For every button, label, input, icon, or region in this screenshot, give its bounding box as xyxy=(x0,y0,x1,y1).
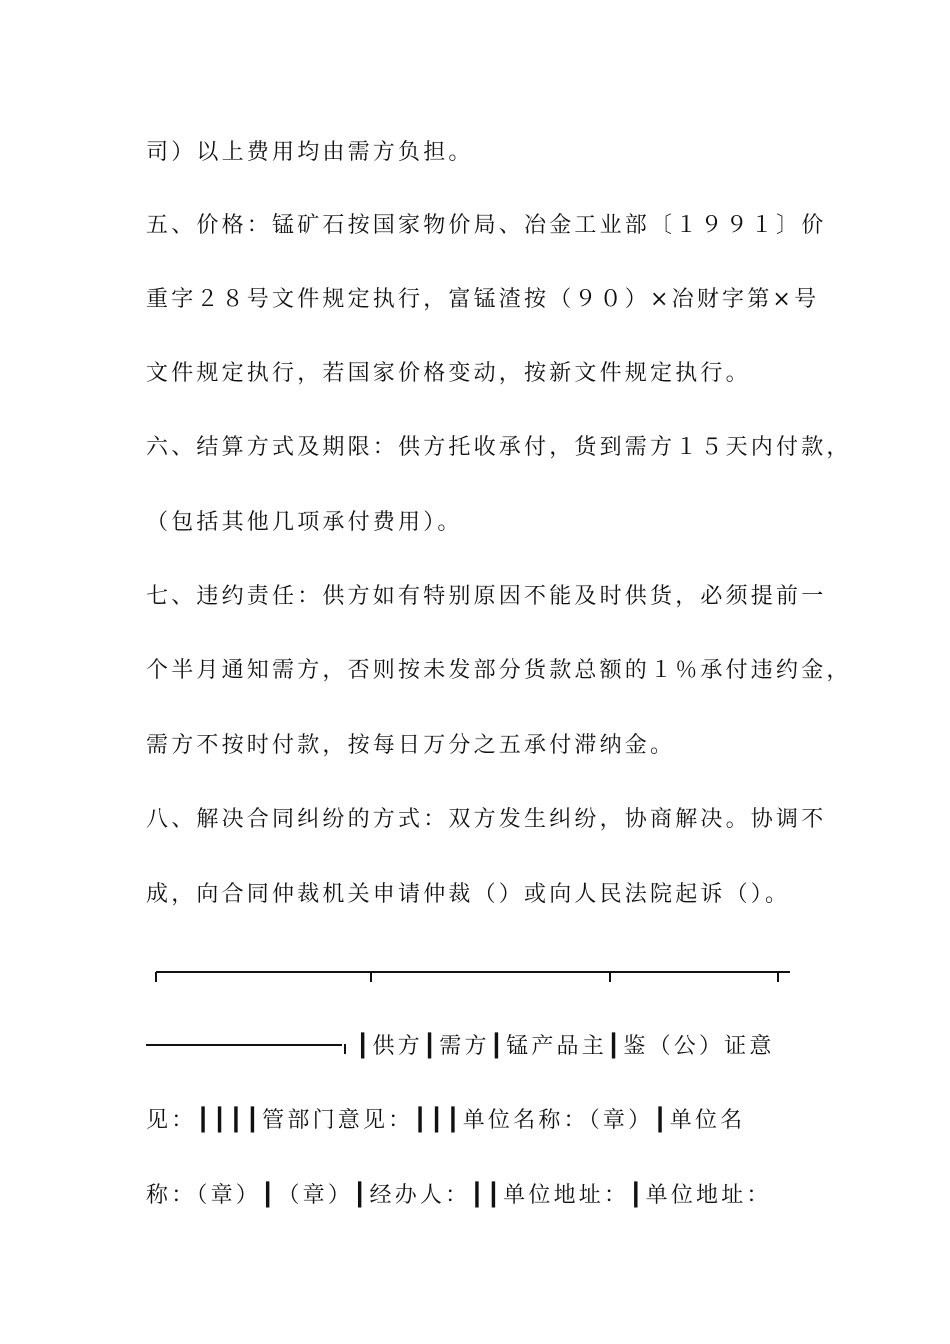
paragraph-line-11: 成，向合同仲裁机关申请仲裁（）或向人民法院起诉（）。 xyxy=(146,882,791,907)
paragraph-line-5: 六、结算方式及期限：供方托收承付，货到需方１５天内付款， xyxy=(146,435,852,460)
paragraph-line-3: 重字２８号文件规定执行，富锰渣按（９０）×冶财字第×号 xyxy=(146,287,820,312)
paragraph-line-6: （包括其他几项承付费用）。 xyxy=(146,510,463,535)
table-left-rule xyxy=(146,1044,342,1046)
paragraph-line-10: 八、解决合同纠纷的方式：双方发生纠纷，协商解决。协调不 xyxy=(146,807,827,832)
paragraph-line-1: 司）以上费用均由需方负担。 xyxy=(146,140,474,165)
paragraph-line-2: 五、价格：锰矿石按国家物价局、冶金工业部〔１９９１〕价 xyxy=(146,213,827,238)
table-row-1-text: ┃供方┃需方┃锰产品主┃鉴（公）证意 xyxy=(356,1034,775,1059)
table-left-rule-tick xyxy=(344,1044,346,1054)
table-top-border xyxy=(146,960,798,984)
paragraph-line-7: 七、违约责任：供方如有特别原因不能及时供货，必须提前一 xyxy=(146,584,827,609)
paragraph-line-4: 文件规定执行，若国家价格变动，按新文件规定执行。 xyxy=(146,361,751,386)
table-text-row-2: 见：┃┃┃┃管部门意见：┃┃┃单位名称：（章）┃单位名 xyxy=(146,1108,746,1133)
paragraph-line-8: 个半月通知需方，否则按未发部分货款总额的１％承付违约金， xyxy=(146,658,852,683)
table-text-row-3: 称：（章）┃（章）┃经办人：┃┃单位地址：┃单位地址： xyxy=(146,1183,772,1208)
paragraph-line-9: 需方不按时付款，按每日万分之五承付滞纳金。 xyxy=(146,733,676,758)
table-text-row-1 xyxy=(146,1032,775,1062)
